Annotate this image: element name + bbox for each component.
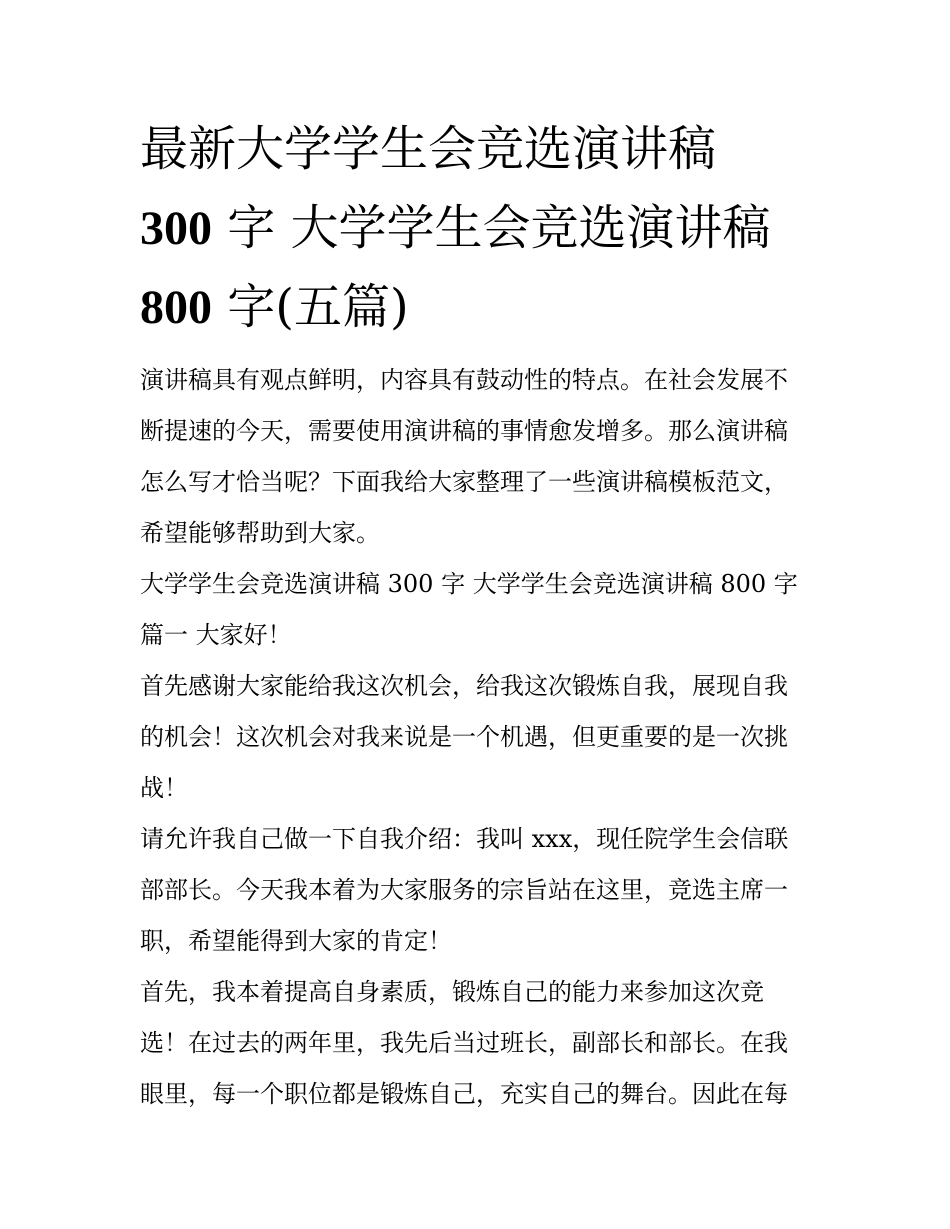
document-body <box>140 355 820 1120</box>
body-line: 的机会！这次机会对我来说是一个机遇，但更重要的是一次挑 <box>140 723 788 751</box>
title-text: 字(五篇) <box>212 279 409 335</box>
body-line: 怎么写才恰当呢？下面我给大家整理了一些演讲稿模板范文， <box>140 468 788 496</box>
body-line: 首先，我本着提高自身素质，锻炼自己的能力来参加这次竞 <box>140 978 764 1006</box>
body-line: 职，希望能得到大家的肯定！ <box>140 927 452 955</box>
body-line: 眼里，每一个职位都是锻炼自己，充实自己的舞台。因此在每 <box>140 1080 788 1108</box>
document-title <box>140 110 840 347</box>
title-text: 最新大学学生会竞选演讲稿 <box>140 121 717 177</box>
body-line: 首先感谢大家能给我这次机会，给我这次锻炼自我，展现自我 <box>140 672 788 700</box>
body-line: 战！ <box>140 774 188 802</box>
body-line: 演讲稿具有观点鲜明，内容具有鼓动性的特点。在社会发展不 <box>140 366 788 394</box>
body-line: 希望能够帮助到大家。 <box>140 519 380 547</box>
body-line: 断提速的今天，需要使用演讲稿的事情愈发增多。那么演讲稿 <box>140 417 788 445</box>
body-line: 请允许我自己做一下自我介绍：我叫 xxx，现任院学生会信联 <box>140 825 789 853</box>
title-line-3 <box>140 268 840 347</box>
body-line: 大学学生会竞选演讲稿 300 字 大学学生会竞选演讲稿 800 字 <box>140 570 798 598</box>
body-line: 部部长。今天我本着为大家服务的宗旨站在这里，竞选主席一 <box>140 876 788 904</box>
body-line: 选！在过去的两年里，我先后当过班长，副部长和部长。在我 <box>140 1029 788 1057</box>
title-text: 字 大学学生会竞选演讲稿 <box>212 200 771 256</box>
body-line: 篇一 大家好！ <box>140 621 292 649</box>
title-number: 800 <box>140 281 212 334</box>
title-line-1 <box>140 110 840 189</box>
title-line-2 <box>140 189 840 268</box>
title-number: 300 <box>140 202 212 255</box>
